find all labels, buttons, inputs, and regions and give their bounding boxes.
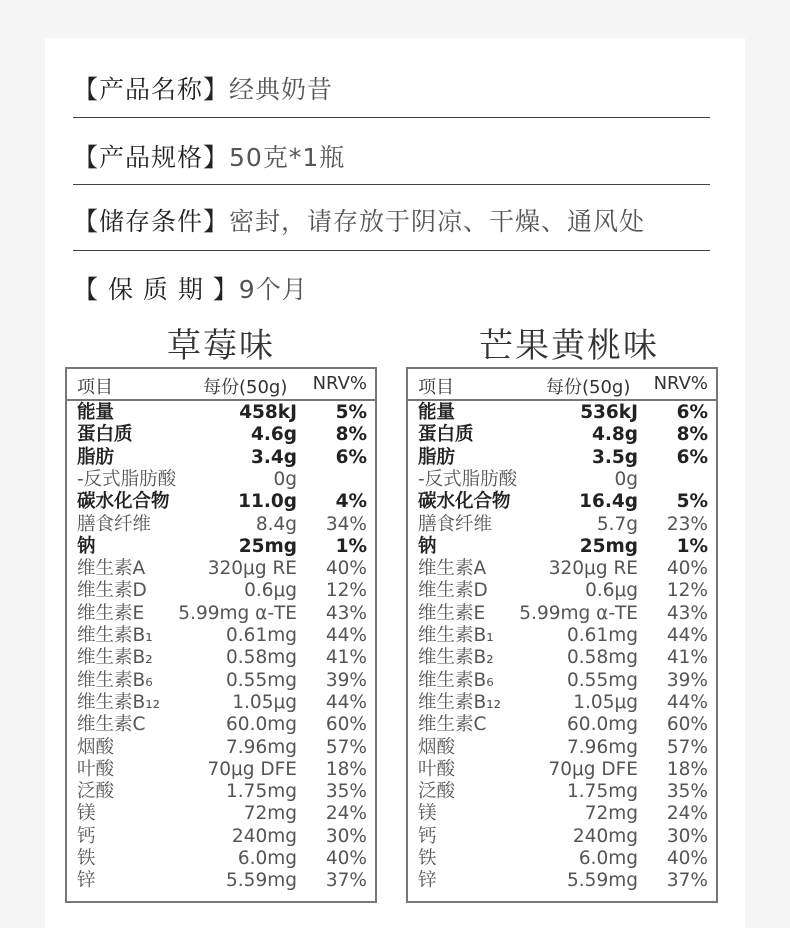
nutrient-nrv: 41% <box>666 647 708 669</box>
nutrient-amount: 3.5g <box>591 446 638 468</box>
table-header <box>67 369 375 401</box>
nutrient-nrv: 60% <box>666 714 708 736</box>
nutrient-name: 碳水化合物 <box>418 491 511 513</box>
nutrient-amount: 60.0mg <box>567 714 638 736</box>
table-row <box>408 424 716 446</box>
table-row <box>408 870 716 892</box>
table-row <box>408 491 716 513</box>
nutrient-amount: 0.58mg <box>226 647 297 669</box>
nutrient-name: 烟酸 <box>77 736 115 758</box>
nutrient-nrv: 5% <box>335 402 367 423</box>
nutrient-amount: 0.58mg <box>567 647 638 669</box>
nutrient-nrv: 41% <box>325 647 367 669</box>
nutrient-name: 维生素B₁ <box>77 625 153 646</box>
table-row <box>408 670 716 692</box>
nutrient-name: 膳食纤维 <box>418 513 493 535</box>
nutrient-name: 能量 <box>418 402 456 423</box>
nutrient-amount: 1.75mg <box>226 781 297 803</box>
header-item: 项目 <box>77 377 113 398</box>
table-row <box>67 625 375 647</box>
flavor-title-strawberry: 草莓味 <box>167 326 275 366</box>
nutrient-amount: 3.4g <box>250 446 297 468</box>
table-row <box>408 848 716 870</box>
table-row <box>67 870 375 892</box>
nutrient-name: 泛酸 <box>77 781 115 803</box>
table-row <box>67 447 375 469</box>
nutrient-name: 叶酸 <box>418 758 456 780</box>
nutrient-nrv: 5% <box>676 491 708 513</box>
nutrient-nrv: 24% <box>325 803 367 825</box>
nutrient-name: 维生素A <box>77 558 146 580</box>
nutrient-name: 铁 <box>77 848 96 869</box>
nutrient-nrv: 57% <box>325 736 367 758</box>
nutrient-amount: 1.05μg <box>232 691 297 713</box>
nutrient-name: 维生素B₁₂ <box>418 691 502 713</box>
nutrient-name: 膳食纤维 <box>77 513 152 535</box>
header-amount: 每份(50g) <box>546 377 631 398</box>
divider <box>73 250 710 251</box>
nutrient-name: 碳水化合物 <box>77 491 170 513</box>
nutrient-amount: 0g <box>614 468 638 490</box>
nutrient-name: 维生素B₆ <box>418 669 494 691</box>
nutrient-name: 蛋白质 <box>77 424 133 446</box>
info-key: 【 保 质 期 】 <box>73 275 239 304</box>
nutrient-nrv: 37% <box>325 870 367 892</box>
info-row-name <box>73 70 710 106</box>
nutrient-name: 能量 <box>77 402 115 423</box>
nutrient-nrv: 30% <box>325 825 367 847</box>
table-row <box>408 402 716 424</box>
nutrient-name: 维生素B₆ <box>77 669 153 691</box>
nutrient-amount: 0.61mg <box>226 625 297 646</box>
nutrient-nrv: 44% <box>325 691 367 713</box>
nutrient-nrv: 12% <box>666 580 708 602</box>
table-row <box>67 803 375 825</box>
nutrient-name: 锌 <box>77 870 96 892</box>
nutrient-name: 维生素E <box>77 602 145 624</box>
nutrient-name: 锌 <box>418 870 437 892</box>
table-row <box>67 692 375 714</box>
info-key: 【储存条件】 <box>73 207 230 236</box>
nutrient-amount: 6.0mg <box>237 848 297 869</box>
nutrient-amount: 536kJ <box>580 402 638 423</box>
table-row <box>408 469 716 491</box>
nutrient-amount: 0.6μg <box>244 580 297 602</box>
nutrient-nrv: 40% <box>325 848 367 869</box>
nutrient-amount: 5.59mg <box>226 870 297 892</box>
nutrient-nrv: 1% <box>335 535 367 557</box>
nutrient-nrv: 35% <box>325 781 367 803</box>
nutrient-name: 泛酸 <box>418 781 456 803</box>
nutrient-amount: 70μg DFE <box>207 758 297 780</box>
info-key: 【产品名称】 <box>73 75 230 104</box>
table-row <box>67 647 375 669</box>
table-row <box>408 692 716 714</box>
nutrient-amount: 0.6μg <box>585 580 638 602</box>
nutrient-nrv: 40% <box>666 848 708 869</box>
nutrient-nrv: 8% <box>676 424 708 446</box>
nutrient-nrv: 18% <box>325 758 367 780</box>
nutrient-amount: 16.4g <box>579 491 638 513</box>
nutrient-amount: 240mg <box>572 825 638 847</box>
nutrient-nrv: 44% <box>666 625 708 646</box>
table-row <box>408 781 716 803</box>
table-row <box>67 424 375 446</box>
table-row <box>67 469 375 491</box>
nutrient-name: 维生素B₁ <box>418 625 494 646</box>
nutrient-nrv: 1% <box>676 535 708 557</box>
nutrient-name: 维生素B₂ <box>77 647 153 669</box>
table-row <box>408 803 716 825</box>
nutrient-nrv: 39% <box>325 669 367 691</box>
table-row <box>408 647 716 669</box>
nutrient-nrv: 44% <box>325 625 367 646</box>
nutrient-amount: 8.4g <box>255 513 297 535</box>
table-row <box>67 826 375 848</box>
table-row <box>408 558 716 580</box>
info-value: 9个月 <box>238 275 308 304</box>
header-nrv: NRV% <box>312 373 367 394</box>
nutrient-amount: 5.59mg <box>567 870 638 892</box>
nutrition-table-mango-peach <box>406 367 718 903</box>
nutrient-nrv: 18% <box>666 758 708 780</box>
table-row <box>408 514 716 536</box>
nutrient-amount: 11.0g <box>238 491 297 513</box>
nutrient-nrv: 43% <box>666 602 708 624</box>
nutrient-name: 蛋白质 <box>418 424 474 446</box>
table-row <box>67 759 375 781</box>
nutrient-amount: 0.55mg <box>226 669 297 691</box>
info-value: 密封，请存放于阴凉、干燥、通风处 <box>229 207 646 236</box>
nutrient-nrv: 12% <box>325 580 367 602</box>
table-row <box>408 737 716 759</box>
nutrient-amount: 25mg <box>579 535 638 557</box>
nutrient-name: 维生素C <box>77 714 146 736</box>
info-value: 经典奶昔 <box>229 75 334 104</box>
nutrient-name: 铁 <box>418 848 437 869</box>
nutrient-amount: 458kJ <box>239 402 297 423</box>
nutrient-name: 脂肪 <box>77 446 115 468</box>
nutrient-name: 钠 <box>418 535 437 557</box>
nutrient-amount: 4.6g <box>250 424 297 446</box>
nutrient-amount: 5.99mg α-TE <box>519 602 638 624</box>
nutrient-amount: 7.96mg <box>226 736 297 758</box>
nutrient-nrv: 35% <box>666 781 708 803</box>
table-row <box>408 580 716 602</box>
nutrient-nrv: 6% <box>335 446 367 468</box>
table-row <box>408 603 716 625</box>
nutrient-nrv: 4% <box>335 491 367 513</box>
table-row <box>408 759 716 781</box>
nutrient-amount: 320μg RE <box>548 558 638 580</box>
nutrient-nrv: 44% <box>666 691 708 713</box>
nutrient-amount: 240mg <box>231 825 297 847</box>
table-header <box>408 369 716 401</box>
table-row <box>408 536 716 558</box>
info-row-shelf-life <box>73 270 710 306</box>
nutrient-name: -反式脂肪酸 <box>418 468 518 490</box>
nutrient-name: 钙 <box>77 825 96 847</box>
table-row <box>67 670 375 692</box>
nutrient-amount: 5.7g <box>596 513 638 535</box>
nutrient-amount: 7.96mg <box>567 736 638 758</box>
table-row <box>67 402 375 424</box>
nutrient-nrv: 6% <box>676 446 708 468</box>
table-row <box>67 781 375 803</box>
nutrient-name: 镁 <box>77 803 96 825</box>
nutrition-table-strawberry <box>65 367 377 903</box>
table-row <box>67 848 375 870</box>
header-item: 项目 <box>418 377 454 398</box>
nutrient-nrv: 8% <box>335 424 367 446</box>
nutrient-amount: 1.05μg <box>573 691 638 713</box>
nutrient-nrv: 37% <box>666 870 708 892</box>
nutrient-amount: 320μg RE <box>207 558 297 580</box>
nutrient-name: -反式脂肪酸 <box>77 468 177 490</box>
nutrient-name: 维生素D <box>418 580 488 602</box>
nutrient-amount: 0.61mg <box>567 625 638 646</box>
nutrient-amount: 5.99mg α-TE <box>178 602 297 624</box>
nutrient-name: 钙 <box>418 825 437 847</box>
nutrient-amount: 72mg <box>243 803 297 825</box>
nutrient-name: 维生素E <box>418 602 486 624</box>
nutrient-amount: 70μg DFE <box>548 758 638 780</box>
nutrient-name: 叶酸 <box>77 758 115 780</box>
nutrient-amount: 6.0mg <box>578 848 638 869</box>
table-row <box>67 536 375 558</box>
nutrient-amount: 0g <box>273 468 297 490</box>
nutrient-name: 维生素B₂ <box>418 647 494 669</box>
info-row-spec <box>73 138 710 174</box>
nutrient-nrv: 6% <box>676 402 708 423</box>
nutrient-nrv: 23% <box>666 513 708 535</box>
info-value: 50克*1瓶 <box>229 143 346 172</box>
table-row <box>67 514 375 536</box>
nutrient-amount: 0.55mg <box>567 669 638 691</box>
nutrient-nrv: 60% <box>325 714 367 736</box>
table-row <box>67 737 375 759</box>
nutrient-amount: 4.8g <box>591 424 638 446</box>
nutrient-amount: 1.75mg <box>567 781 638 803</box>
nutrient-name: 维生素A <box>418 558 487 580</box>
table-row <box>67 603 375 625</box>
info-row-storage <box>73 202 710 238</box>
header-amount: 每份(50g) <box>203 377 288 398</box>
nutrient-nrv: 40% <box>325 558 367 580</box>
nutrient-name: 维生素B₁₂ <box>77 691 161 713</box>
table-row <box>67 714 375 736</box>
nutrient-name: 钠 <box>77 535 96 557</box>
nutrient-amount: 72mg <box>584 803 638 825</box>
flavor-title-mango-peach: 芒果黄桃味 <box>479 326 659 366</box>
divider <box>73 117 710 118</box>
nutrient-name: 维生素D <box>77 580 147 602</box>
nutrient-nrv: 40% <box>666 558 708 580</box>
nutrient-nrv: 43% <box>325 602 367 624</box>
nutrient-nrv: 30% <box>666 825 708 847</box>
nutrient-name: 镁 <box>418 803 437 825</box>
nutrient-name: 脂肪 <box>418 446 456 468</box>
nutrient-nrv: 57% <box>666 736 708 758</box>
nutrient-name: 维生素C <box>418 714 487 736</box>
header-nrv: NRV% <box>653 373 708 394</box>
table-row <box>408 714 716 736</box>
table-row <box>408 826 716 848</box>
table-row <box>67 491 375 513</box>
nutrient-name: 烟酸 <box>418 736 456 758</box>
info-key: 【产品规格】 <box>73 143 230 172</box>
nutrient-nrv: 24% <box>666 803 708 825</box>
nutrient-amount: 60.0mg <box>226 714 297 736</box>
nutrient-nrv: 39% <box>666 669 708 691</box>
table-row <box>67 558 375 580</box>
table-row <box>67 580 375 602</box>
table-row <box>408 625 716 647</box>
divider <box>73 184 710 185</box>
nutrient-nrv: 34% <box>325 513 367 535</box>
nutrient-amount: 25mg <box>238 535 297 557</box>
table-row <box>408 447 716 469</box>
